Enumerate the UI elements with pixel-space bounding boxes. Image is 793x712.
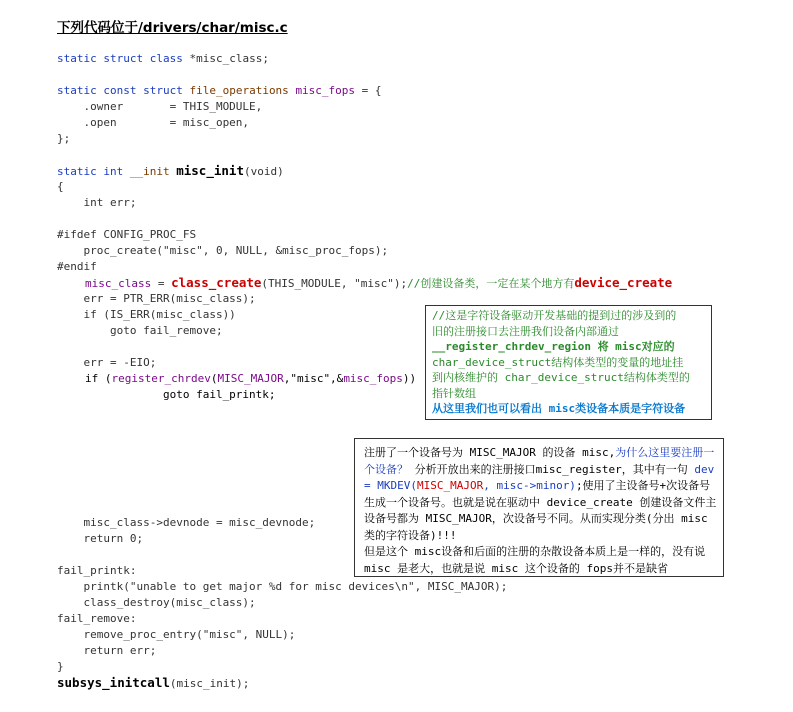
- comment-line: //这是字符设备驱动开发基础的提到过的涉及到的: [432, 309, 677, 322]
- code-line: int err;: [57, 196, 137, 209]
- code-line: #ifdef CONFIG_PROC_FS: [57, 228, 197, 241]
- comment-box: [425, 305, 712, 420]
- note-text: 但是这个 misc设备和后面的注册的杂散设备本质上是一样的，没有说 misc 是老大，也就是说 misc 这个设备的 fops并不是缺省: [364, 545, 706, 575]
- comment-line: 到内核维护的 char_device_struct结构体类型的: [432, 371, 690, 384]
- code-line: return err;: [57, 644, 157, 657]
- code-line: err = PTR_ERR(misc_class);: [57, 292, 256, 305]
- code-line: fail_remove:: [57, 612, 137, 625]
- code-line: class_destroy(misc_class);: [57, 596, 256, 609]
- code-line: #endif: [57, 260, 97, 273]
- page-title: 下列代码位于/drivers/char/misc.c: [57, 20, 288, 36]
- code-line: proc_create("misc", 0, NULL, &misc_proc_fops);: [57, 244, 389, 257]
- note-question: 为什么这里要注册一个设备？: [364, 446, 715, 476]
- code-line: if (IS_ERR(misc_class)): [57, 308, 236, 321]
- code-line: err = -EIO;: [57, 356, 157, 369]
- code-line: if (register_chrdev(MISC_MAJOR,"misc",&misc_fops)): [85, 372, 417, 385]
- code-line: static const struct file_operations misc_fops = {: [57, 84, 382, 97]
- comment-conclusion: 从这里我们也可以看出 misc类设备本质是字符设备: [432, 402, 686, 415]
- comment-line: char_device_struct结构体类型的变量的地址挂: [432, 355, 684, 369]
- note-code: , misc->minor): [483, 479, 576, 492]
- note-code: dev = MKDEV(: [364, 462, 715, 492]
- code-line: static int __init misc_init(void): [57, 163, 284, 178]
- code-line: return 0;: [57, 532, 144, 545]
- note-text: ;使用了主设备号+次设备号生成一个设备号。也就是说在驱动中 device_create 创建设备文件主设备号都为 MISC_MAJOR，次设备号不同。从而实现分类(分出 misc类的字符设备)!!!: [364, 479, 717, 542]
- note-text: 注册了一个设备号为 MISC_MAJOR 的设备 misc,: [364, 446, 616, 459]
- code-line: misc_class->devnode = misc_devnode;: [57, 516, 316, 529]
- code-line: {: [57, 180, 64, 193]
- code-line: misc_class = class_create(THIS_MODULE, "misc");//创建设备类，一定在某个地方有device_create: [85, 275, 673, 290]
- code-line: }: [57, 660, 64, 673]
- code-line: printk("unable to get major %d for misc devices\n", MISC_MAJOR);: [57, 580, 508, 593]
- comment-line: 旧的注册接口去注册我们设备内部通过: [432, 324, 619, 338]
- comment-line: __register_chrdev_region 将 misc对应的: [432, 340, 675, 353]
- code-line: goto fail_printk;: [57, 388, 276, 401]
- note-code-macro: MISC_MAJOR: [416, 479, 484, 492]
- code-line: static struct class *misc_class;: [57, 52, 269, 65]
- note-box: [354, 438, 724, 577]
- code-line: goto fail_remove;: [57, 324, 223, 337]
- code-line: .owner = THIS_MODULE,: [57, 100, 263, 113]
- code-line: subsys_initcall(misc_init);: [57, 675, 250, 690]
- note-text: 分析开放出来的注册接口misc_register，其中有一句: [408, 462, 695, 476]
- code-line: fail_printk:: [57, 564, 137, 577]
- code-line: };: [57, 132, 71, 145]
- code-line: remove_proc_entry("misc", NULL);: [57, 628, 296, 641]
- code-line: .open = misc_open,: [57, 116, 250, 129]
- comment-line: 指针数组: [432, 386, 476, 400]
